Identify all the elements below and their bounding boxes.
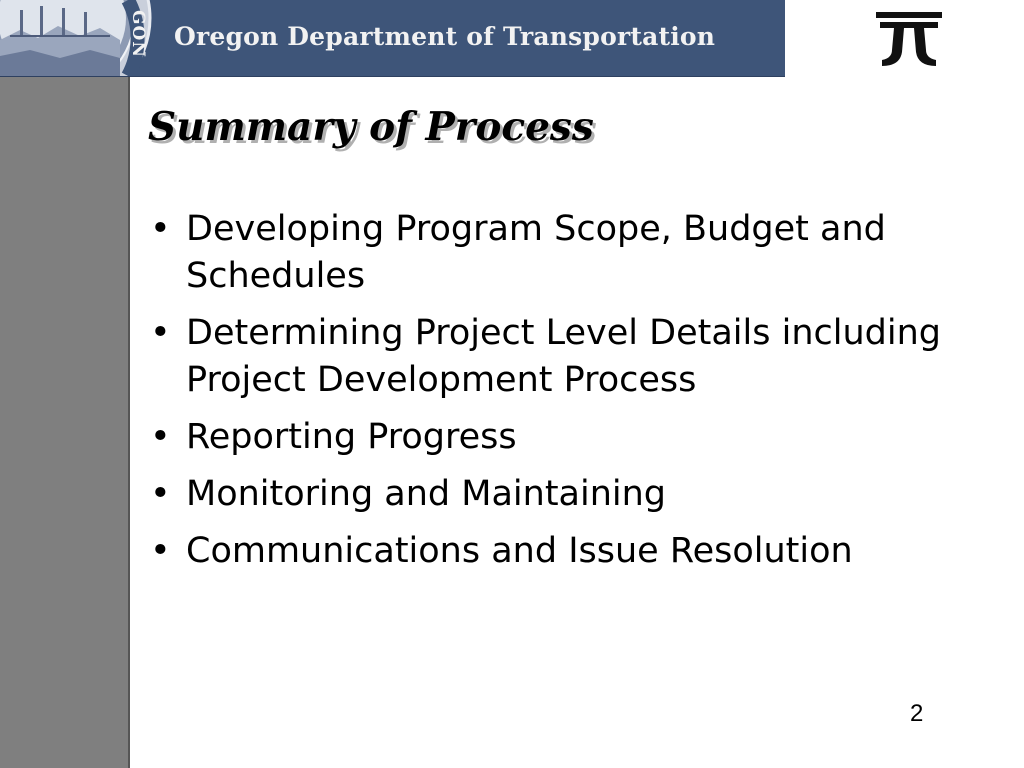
bullet-marker: • bbox=[150, 417, 171, 457]
header-banner bbox=[0, 0, 785, 77]
bullet-text: Reporting Progress bbox=[186, 417, 517, 457]
bullet-item bbox=[150, 310, 950, 404]
bullet-text: Determining Project Level Details including Project Development Process bbox=[186, 313, 942, 400]
bullet-marker: • bbox=[150, 474, 171, 514]
bullet-marker: • bbox=[150, 531, 171, 571]
bullet-item bbox=[150, 471, 950, 518]
bullet-text: Developing Program Scope, Budget and Schedules bbox=[186, 209, 886, 296]
bullet-item bbox=[150, 528, 950, 575]
bullet-text: Monitoring and Maintaining bbox=[186, 474, 667, 514]
seal-text: GON bbox=[128, 10, 148, 58]
bullet-marker: • bbox=[150, 209, 171, 249]
bullet-list bbox=[150, 206, 950, 585]
oregon-seal-icon bbox=[0, 0, 158, 76]
bullet-marker: • bbox=[150, 313, 171, 353]
bullet-item bbox=[150, 206, 950, 300]
slide-title: Summary of Process bbox=[148, 104, 594, 150]
odot-logo-icon bbox=[872, 6, 946, 70]
bullet-item bbox=[150, 414, 950, 461]
bullet-text: Communications and Issue Resolution bbox=[186, 531, 853, 571]
agency-name: Oregon Department of Transportation bbox=[174, 22, 716, 51]
side-bar bbox=[0, 77, 130, 768]
page-number: 2 bbox=[910, 700, 924, 727]
